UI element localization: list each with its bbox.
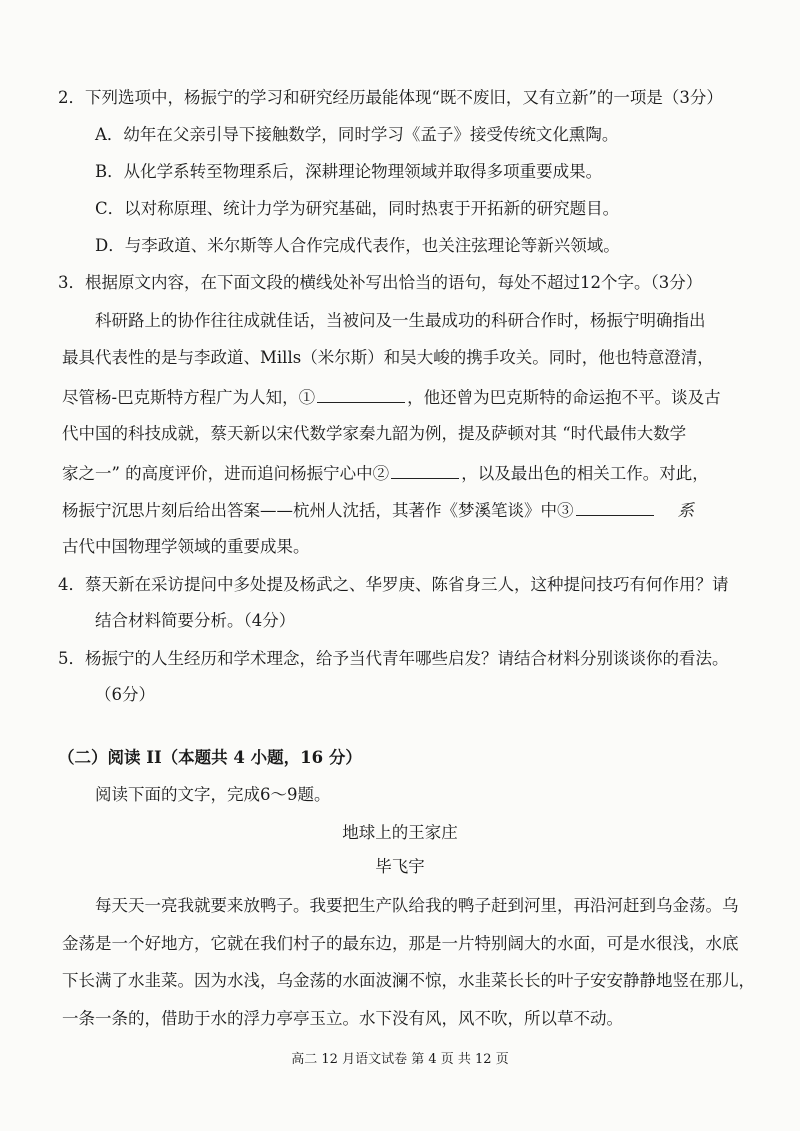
- q3-text-6a: 杨振宁沉思片刻后给出答案——杭州人沈括，其著作《梦溪笔谈》中③: [62, 501, 574, 520]
- q3-passage-line-2: 最具代表性的是与李政道、Mills（米尔斯）和吴大峻的携手攻关。同时，他也特意澄清，: [62, 348, 714, 367]
- q3-passage-line-3: [62, 384, 758, 410]
- section-heading: （二）阅读 II（本题共 4 小题，16 分）: [58, 748, 362, 767]
- q2-option-a: A．幼年在父亲引导下接触数学，同时学习《孟子》接受传统文化熏陶。: [95, 125, 619, 144]
- q4-line-2: 结合材料简要分析。（4分）: [95, 611, 296, 630]
- page-footer: 高二 12 月语文试卷 第 4 页 共 12 页: [291, 1052, 509, 1067]
- answer-blank-2[interactable]: [391, 460, 459, 479]
- q2-option-b: B．从化学系转至物理系后，深耕理论物理领域并取得多项重要成果。: [95, 162, 603, 181]
- q3-stem: 3．根据原文内容，在下面文段的横线处补写出恰当的语句，每处不超过12个字。（3分）: [58, 273, 703, 292]
- q3-text-5b: ，以及最出色的相关工作。对此，: [461, 464, 709, 483]
- q3-passage-line-5: [62, 460, 758, 486]
- section-instruction: 阅读下面的文字，完成6～9题。: [95, 785, 331, 804]
- q2-option-d: D．与李政道、米尔斯等人合作完成代表作，也关注弦理论等新兴领域。: [95, 236, 620, 255]
- article-paragraph-line-1: 每天天一亮我就要来放鸭子。我要把生产队给我的鸭子赶到河里，再沿河赶到乌金荡。乌: [95, 896, 739, 915]
- q3-text-3b: ，他还曾为巴克斯特的命运抱不平。谈及古: [407, 388, 721, 407]
- q4-line-1: 4．蔡天新在采访提问中多处提及杨武之、华罗庚、陈省身三人，这种提问技巧有何作用？请: [58, 575, 729, 594]
- q3-passage-line-7: 古代中国物理学领域的重要成果。: [62, 537, 310, 556]
- q2-stem: 2．下列选项中，杨振宁的学习和研究经历最能体现“既不废旧，又有立新”的一项是（3分）: [58, 88, 723, 107]
- article-paragraph-line-4: 一条一条的，借助于水的浮力亭亭玉立。水下没有风，风不吹，所以草不动。: [62, 1009, 623, 1028]
- handwritten-mark: 系: [677, 501, 694, 520]
- q3-passage-line-4: 代中国的科技成就，蔡天新以宋代数学家秦九韶为例，提及萨顿对其 “时代最伟大数学: [62, 424, 687, 443]
- answer-blank-1[interactable]: [317, 384, 405, 403]
- answer-blank-3[interactable]: [576, 497, 654, 516]
- q3-passage-line-6: [62, 497, 758, 523]
- article-paragraph-line-3: 下长满了水韭菜。因为水浅，乌金荡的水面波澜不惊，水韭菜长长的叶子安安静静地竖在那儿，: [62, 971, 755, 990]
- q2-option-c: C．以对称原理、统计力学为研究基础，同时热衷于开拓新的研究题目。: [95, 199, 620, 218]
- q3-text-3a: 尽管杨-巴克斯特方程广为人知，①: [62, 388, 316, 407]
- q5-line-1: 5．杨振宁的人生经历和学术理念，给予当代青年哪些启发？请结合材料分别谈谈你的看法。: [58, 649, 729, 668]
- article-title: 地球上的王家庄: [342, 823, 458, 842]
- article-author: 毕飞宇: [375, 857, 425, 876]
- q3-passage-line-1: 科研路上的协作往往成就佳话，当被问及一生最成功的科研合作时，杨振宁明确指出: [95, 311, 706, 330]
- q3-text-5a: 家之一” 的高度评价，进而追问杨振宁心中②: [62, 464, 390, 483]
- article-paragraph-line-2: 金荡是一个好地方，它就在我们村子的最东边，那是一片特别阔大的水面，可是水很浅，水底: [62, 934, 739, 953]
- q5-line-2: （6分）: [95, 685, 155, 704]
